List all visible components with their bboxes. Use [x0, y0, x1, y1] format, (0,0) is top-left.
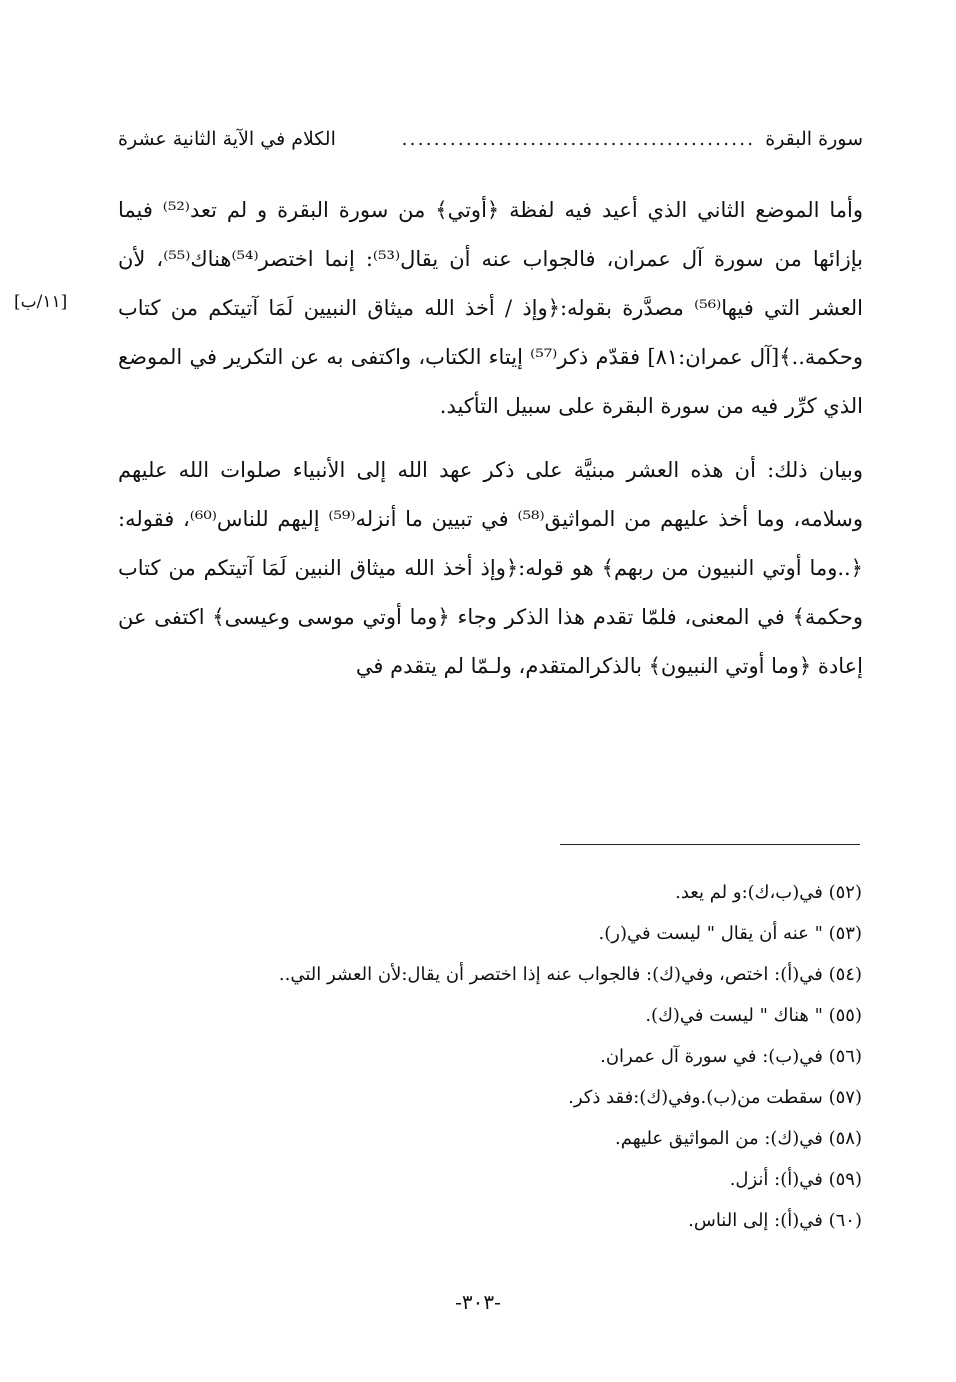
footnote: (٥٤) في(أ): اختص، وفي(ك): فالجواب عنه إذا اختصر أن يقال:لأن العشر التي..: [278, 964, 862, 985]
footnote: (٥٣) " عنه أن يقال " ليست في(ر).: [598, 923, 862, 944]
paragraph-text: وبيان ذلك: أن هذه العشر مبنيَّة على ذكر عهد الله إلى الأنبياء صلوات الله عليهم وسلامه، وما أخذ عليهم من المواثيق⁽⁵⁸⁾ في تبيين ما أنزله⁽⁵⁹⁾ إليهم للناس⁽⁶⁰⁾، فقوله:﴿..وما أوتي النبيون من ربهم﴾ هو قوله:﴿وإذ أخذ الله ميثاق النبين لَمَا آتيتكم من كتاب وحكمة﴾ في المعنى، فلمّا تقدم هذا الذكر وجاء ﴿وما أوتي موسى وعيسى﴾ اكتفى عن إعادة ﴿وما أوتي النبيون﴾ بالذكرالمتقدم، ولـمّا لم يتقدم في: [118, 458, 863, 678]
body-paragraph: [118, 186, 863, 431]
footnotes: [200, 872, 862, 1241]
paragraph-text: وأما الموضع الثاني الذي أعيد فيه لفظة ﴿أوتي﴾ من سورة البقرة و لم تعد⁽⁵²⁾ فيما بإزائها من سورة آل عمران، فالجواب عنه أن يقال⁽⁵³⁾: إنما اختصر⁽⁵⁴⁾هناك⁽⁵⁵⁾، لأن العشر التي فيها⁽⁵⁶⁾ مصدَّرة بقوله:﴿وإذ / أخذ الله ميثاق النبيين لَمَا آتيتكم من كتاب وحكمة..﴾[آل عمران:٨١] فقدّم ذكر⁽⁵⁷⁾ إيتاء الكتاب، واكتفى به عن التكرير في الموضع الذي كرِّر فيه من سورة البقرة على سبيل التأكيد.: [118, 198, 864, 418]
footnote: (٥٩) في(أ): أنزل.: [729, 1169, 862, 1190]
footnote: (٥٥) " هناك " ليست في(ك).: [645, 1005, 862, 1026]
header-surah: سورة البقرة: [765, 128, 863, 150]
header-dots: ............................................: [401, 128, 756, 150]
header-section-title: الكلام في الآية الثانية عشرة: [118, 128, 336, 150]
page-number: -٣٠٣-: [455, 1290, 501, 1314]
footnote-divider: [560, 844, 860, 845]
footnote: (٥٢) في(ب،ك):و لم يعد.: [675, 882, 862, 903]
footnote: (٥٧) سقطت من(ب).وفي(ك):فقد ذكر.: [568, 1087, 862, 1108]
footnote: (٥٦) في(ب): في سورة آل عمران.: [600, 1046, 862, 1067]
footnote: (٦٠) في(أ): إلى الناس.: [688, 1210, 862, 1231]
manuscript-folio-marker: [١١/ب]: [14, 292, 68, 312]
footnote: (٥٨) في(ك): من المواثيق عليهم.: [615, 1128, 862, 1149]
body-paragraph: [118, 446, 863, 691]
running-header: [118, 128, 863, 150]
